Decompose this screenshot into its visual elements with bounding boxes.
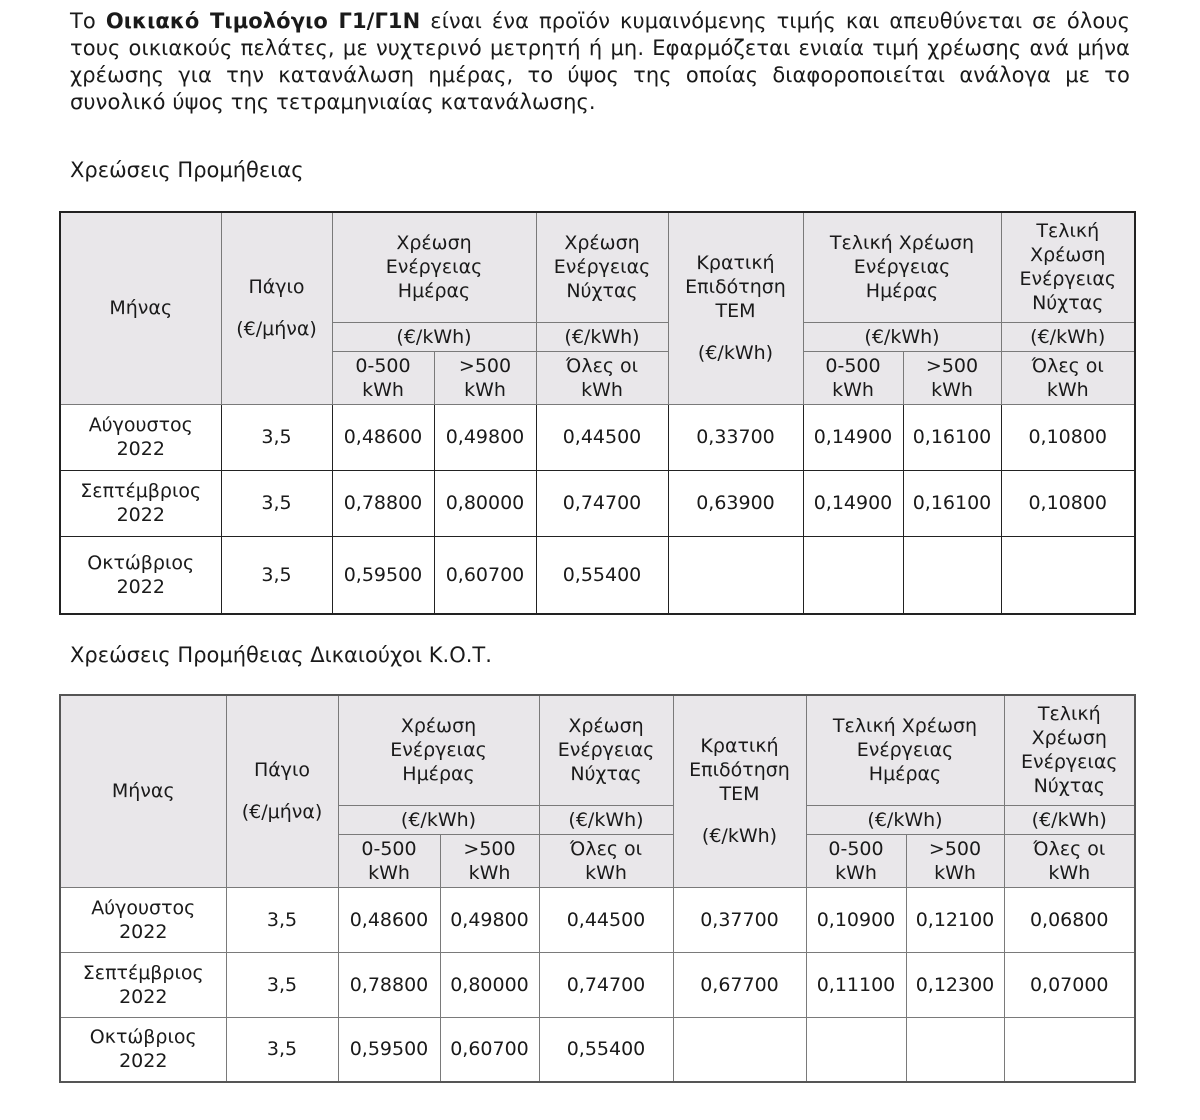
- table-row: [60, 952, 1135, 1017]
- header-pagio-label: Πάγιο: [253, 759, 311, 782]
- cell-final-night: 0,06800: [1004, 887, 1135, 952]
- tier-final-low: [803, 351, 903, 404]
- cell-final-night: 0,10800: [1001, 404, 1135, 470]
- cell-night: 0,44500: [539, 887, 673, 952]
- cell-day-high: 0,80000: [434, 470, 536, 536]
- cell-subsidy: [673, 1017, 806, 1082]
- section-title-supply-charges: Χρεώσεις Προμήθειας: [70, 158, 304, 182]
- header-final-day-label: Τελική Χρέωση Ενέργειας Ημέρας: [829, 232, 975, 303]
- header-day-energy-label: Χρέωση Ενέργειας Ημέρας: [390, 715, 487, 786]
- cell-final-day-low: [806, 1017, 906, 1082]
- header-day-energy-label: Χρέωση Ενέργειας Ημέρας: [385, 232, 483, 303]
- cell-night: 0,74700: [539, 952, 673, 1017]
- header-pagio: [221, 212, 332, 404]
- tier-all-night-label: Όλες οι kWh: [565, 354, 639, 401]
- cell-final-day-high: [903, 536, 1001, 614]
- table-row: [60, 1017, 1135, 1082]
- tier-low-label: 0-500 kWh: [355, 354, 411, 401]
- table-row: [60, 470, 1135, 536]
- tier-final-all-night: [1001, 351, 1135, 404]
- cell-month: Σεπτέμβριος 2022: [60, 470, 221, 536]
- cell-day-low: 0,59500: [338, 1017, 440, 1082]
- cell-pagio: 3,5: [221, 470, 332, 536]
- tier-all-night: [539, 834, 673, 887]
- unit-day: (€/kWh): [332, 322, 536, 351]
- cell-pagio: 3,5: [226, 887, 338, 952]
- cell-day-low: 0,48600: [332, 404, 434, 470]
- cell-day-high: 0,60700: [434, 536, 536, 614]
- unit-night: (€/kWh): [539, 805, 673, 834]
- cell-final-day-high: 0,16100: [903, 404, 1001, 470]
- tier-final-all-night-label: Όλες οι kWh: [1033, 837, 1106, 884]
- intro-lead: Το: [70, 9, 106, 33]
- tier-high-label: >500 kWh: [463, 837, 516, 884]
- tier-final-high: [906, 834, 1004, 887]
- tier-low-label: 0-500 kWh: [361, 837, 417, 884]
- unit-final-day: (€/kWh): [806, 805, 1004, 834]
- header-day-energy: [338, 695, 539, 805]
- cell-day-low: 0,48600: [338, 887, 440, 952]
- tier-low: [332, 351, 434, 404]
- header-pagio-unit: (€/μήνα): [236, 318, 317, 341]
- table-row: [60, 404, 1135, 470]
- cell-final-day-low: 0,11100: [806, 952, 906, 1017]
- tier-high-label: >500 kWh: [458, 354, 512, 401]
- header-pagio-label: Πάγιο: [248, 276, 305, 299]
- tier-final-all-night: [1004, 834, 1135, 887]
- supply-charges-table: [59, 211, 1136, 615]
- cell-final-day-high: 0,16100: [903, 470, 1001, 536]
- header-final-day: [803, 212, 1001, 322]
- cell-final-day-high: 0,12100: [906, 887, 1004, 952]
- cell-day-low: 0,59500: [332, 536, 434, 614]
- header-night-energy: [536, 212, 668, 322]
- unit-final-day: (€/kWh): [803, 322, 1001, 351]
- header-subsidy-unit: (€/kWh): [701, 825, 778, 848]
- tier-high: [440, 834, 539, 887]
- table-header: [60, 212, 1135, 404]
- unit-final-night: (€/kWh): [1001, 322, 1135, 351]
- cell-final-day-high: 0,12300: [906, 952, 1004, 1017]
- tier-final-high-label: >500 kWh: [925, 354, 979, 401]
- tier-high: [434, 351, 536, 404]
- header-night-energy-label: Χρέωση Ενέργειας Νύχτας: [553, 232, 651, 303]
- header-day-energy: [332, 212, 536, 322]
- cell-day-high: 0,60700: [440, 1017, 539, 1082]
- cell-pagio: 3,5: [226, 952, 338, 1017]
- header-final-night-label: Τελική Χρέωση Ενέργειας Νύχτας: [1019, 220, 1117, 315]
- cell-final-night: [1001, 536, 1135, 614]
- header-night-energy-label: Χρέωση Ενέργειας Νύχτας: [557, 715, 655, 786]
- tier-final-low-label: 0-500 kWh: [825, 354, 881, 401]
- header-night-energy: [539, 695, 673, 805]
- unit-final-night: (€/kWh): [1004, 805, 1135, 834]
- cell-day-low: 0,78800: [338, 952, 440, 1017]
- tier-final-low: [806, 834, 906, 887]
- cell-day-high: 0,49800: [434, 404, 536, 470]
- cell-subsidy: 0,63900: [668, 470, 803, 536]
- cell-subsidy: 0,37700: [673, 887, 806, 952]
- cell-month: Σεπτέμβριος 2022: [60, 952, 226, 1017]
- header-pagio-unit: (€/μήνα): [241, 801, 323, 824]
- cell-pagio: 3,5: [226, 1017, 338, 1082]
- tier-final-all-night-label: Όλες οι kWh: [1031, 354, 1104, 401]
- table-row: [60, 536, 1135, 614]
- cell-day-low: 0,78800: [332, 470, 434, 536]
- header-final-day-label: Τελική Χρέωση Ενέργειας Ημέρας: [832, 715, 978, 786]
- cell-final-night: 0,10800: [1001, 470, 1135, 536]
- cell-month: Αύγουστος 2022: [60, 887, 226, 952]
- header-subsidy-unit: (€/kWh): [697, 342, 774, 365]
- tier-final-high: [903, 351, 1001, 404]
- cell-final-night: [1004, 1017, 1135, 1082]
- table-header: [60, 695, 1135, 887]
- cell-final-day-high: [906, 1017, 1004, 1082]
- header-final-night: [1004, 695, 1135, 805]
- cell-month: Οκτώβριος 2022: [60, 1017, 226, 1082]
- header-final-night-label: Τελική Χρέωση Ενέργειας Νύχτας: [1020, 703, 1118, 798]
- cell-final-day-low: 0,14900: [803, 404, 903, 470]
- tier-low: [338, 834, 440, 887]
- cell-subsidy: [668, 536, 803, 614]
- intro-paragraph: [70, 8, 1130, 116]
- cell-final-day-low: 0,14900: [803, 470, 903, 536]
- unit-night: (€/kWh): [536, 322, 668, 351]
- cell-final-day-low: 0,10900: [806, 887, 906, 952]
- header-final-night: [1001, 212, 1135, 322]
- cell-subsidy: 0,33700: [668, 404, 803, 470]
- header-month: Μήνας: [60, 212, 221, 404]
- table-row: [60, 887, 1135, 952]
- tier-final-high-label: >500 kWh: [928, 837, 982, 884]
- cell-night: 0,55400: [539, 1017, 673, 1082]
- tier-all-night: [536, 351, 668, 404]
- cell-pagio: 3,5: [221, 536, 332, 614]
- intro-text: είναι ένα προϊόν κυμαινόμενης τιμής και απευθύνεται σε όλους τους οικιακούς πελάτες, με νυχτερινό μετρητή ή μη. Εφαρμόζεται ενιαία τιμή χρέωσης ανά μήνα χρέωσης για την κατανάλωση ημέρας, το ύψος της οποίας διαφοροποιείται ανάλογα με το συνολικό ύψος της τετραμηνιαίας κατανάλωσης.: [70, 9, 1130, 114]
- cell-final-day-low: [803, 536, 903, 614]
- cell-night: 0,74700: [536, 470, 668, 536]
- unit-day: (€/kWh): [338, 805, 539, 834]
- header-subsidy: [668, 212, 803, 404]
- cell-day-high: 0,80000: [440, 952, 539, 1017]
- cell-month: Αύγουστος 2022: [60, 404, 221, 470]
- header-month: Μήνας: [60, 695, 226, 887]
- cell-subsidy: 0,67700: [673, 952, 806, 1017]
- cell-pagio: 3,5: [221, 404, 332, 470]
- header-subsidy-label: Κρατική Επιδότηση ΤΕΜ: [689, 735, 790, 806]
- tier-final-low-label: 0-500 kWh: [828, 837, 884, 884]
- header-pagio: [226, 695, 338, 887]
- kot-supply-charges-table: [59, 694, 1136, 1083]
- cell-month: Οκτώβριος 2022: [60, 536, 221, 614]
- cell-final-night: 0,07000: [1004, 952, 1135, 1017]
- tier-all-night-label: Όλες οι kWh: [569, 837, 643, 884]
- header-subsidy-label: Κρατική Επιδότηση ΤΕΜ: [685, 252, 786, 323]
- cell-night: 0,44500: [536, 404, 668, 470]
- section-title-kot-supply-charges: Χρεώσεις Προμήθειας Δικαιούχοι Κ.Ο.Τ.: [70, 643, 492, 667]
- cell-day-high: 0,49800: [440, 887, 539, 952]
- header-final-day: [806, 695, 1004, 805]
- cell-night: 0,55400: [536, 536, 668, 614]
- product-name: Οικιακό Τιμολόγιο Γ1/Γ1Ν: [105, 9, 421, 33]
- header-subsidy: [673, 695, 806, 887]
